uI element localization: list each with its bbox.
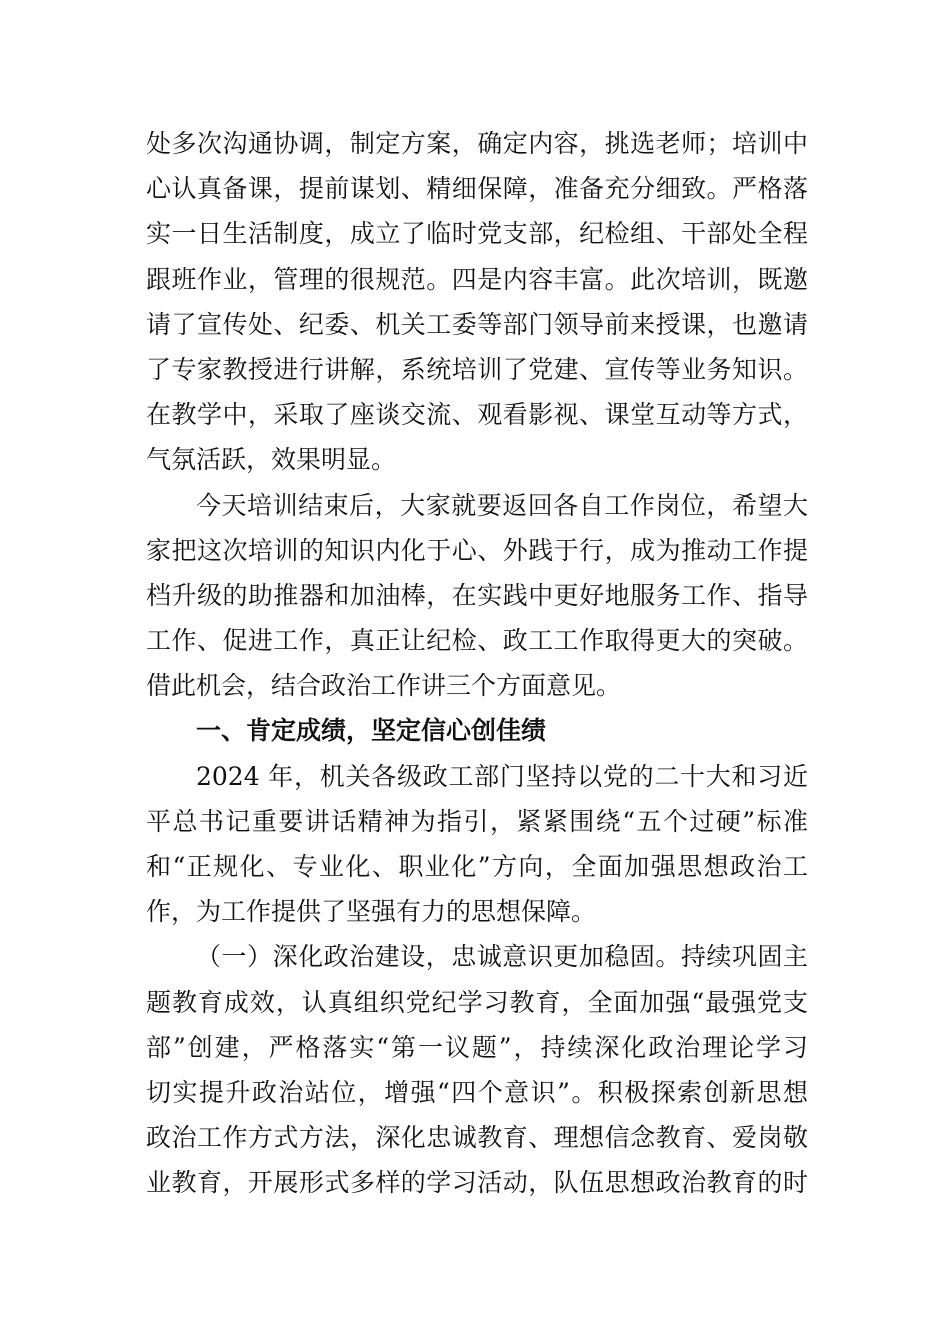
paragraph-line: 心认真备课，提前谋划、精细保障，准备充分细致。严格落 [146, 174, 808, 204]
paragraph-line: 2024 年，机关各级政工部门坚持以党的二十大和习近 [196, 761, 808, 791]
paragraph-line: 了专家教授进行讲解，系统培训了党建、宣传等业务知识。 [146, 354, 808, 384]
paragraph-line: 借此机会，结合政治工作讲三个方面意见。 [146, 671, 622, 701]
paragraph-line: 切实提升政治站位，增强“四个意识”。积极探索创新思想 [146, 1077, 808, 1107]
paragraph-line: 实一日生活制度，成立了临时党支部，纪检组、干部处全程 [146, 219, 808, 249]
paragraph-line: 作，为工作提供了坚强有力的思想保障。 [146, 897, 597, 927]
paragraph-line: 跟班作业，管理的很规范。四是内容丰富。此次培训，既邀 [146, 264, 808, 294]
paragraph-line: 气氛活跃，效果明显。 [146, 445, 397, 475]
paragraph-line: （一）深化政治建设，忠诚意识更加稳固。持续巩固主 [196, 942, 808, 972]
paragraph-line: 部”创建，严格落实“第一议题”，持续深化政治理论学习 [146, 1032, 808, 1062]
section-heading: 一、肯定成绩，坚定信心创佳绩 [196, 716, 547, 746]
paragraph-line: 今天培训结束后，大家就要返回各自工作岗位，希望大 [196, 490, 808, 520]
paragraph-line: 档升级的助推器和加油棒，在实践中更好地服务工作、指导 [146, 580, 808, 610]
document-body [146, 121, 808, 1206]
paragraph-line: 业教育，开展形式多样的学习活动，队伍思想政治教育的时 [146, 1168, 808, 1198]
paragraph-line: 和“正规化、专业化、职业化”方向，全面加强思想政治工 [146, 852, 808, 881]
paragraph-line: 题教育成效，认真组织党纪学习教育，全面加强“最强党支 [146, 987, 808, 1017]
paragraph-line: 请了宣传处、纪委、机关工委等部门领导前来授课，也邀请 [146, 309, 808, 339]
paragraph-line: 处多次沟通协调，制定方案，确定内容，挑选老师；培训中 [146, 129, 808, 158]
paragraph-line: 家把这次培训的知识内化于心、外践于行，成为推动工作提 [146, 535, 808, 565]
paragraph-line: 工作、促进工作，真正让纪检、政工工作取得更大的突破。 [146, 626, 808, 656]
paragraph-line: 在教学中，采取了座谈交流、观看影视、课堂互动等方式， [146, 400, 808, 430]
paragraph-line: 政治工作方式方法，深化忠诚教育、理想信念教育、爱岗敬 [146, 1123, 808, 1153]
paragraph-line: 平总书记重要讲话精神为指引，紧紧围绕“五个过硬”标准 [146, 806, 808, 836]
